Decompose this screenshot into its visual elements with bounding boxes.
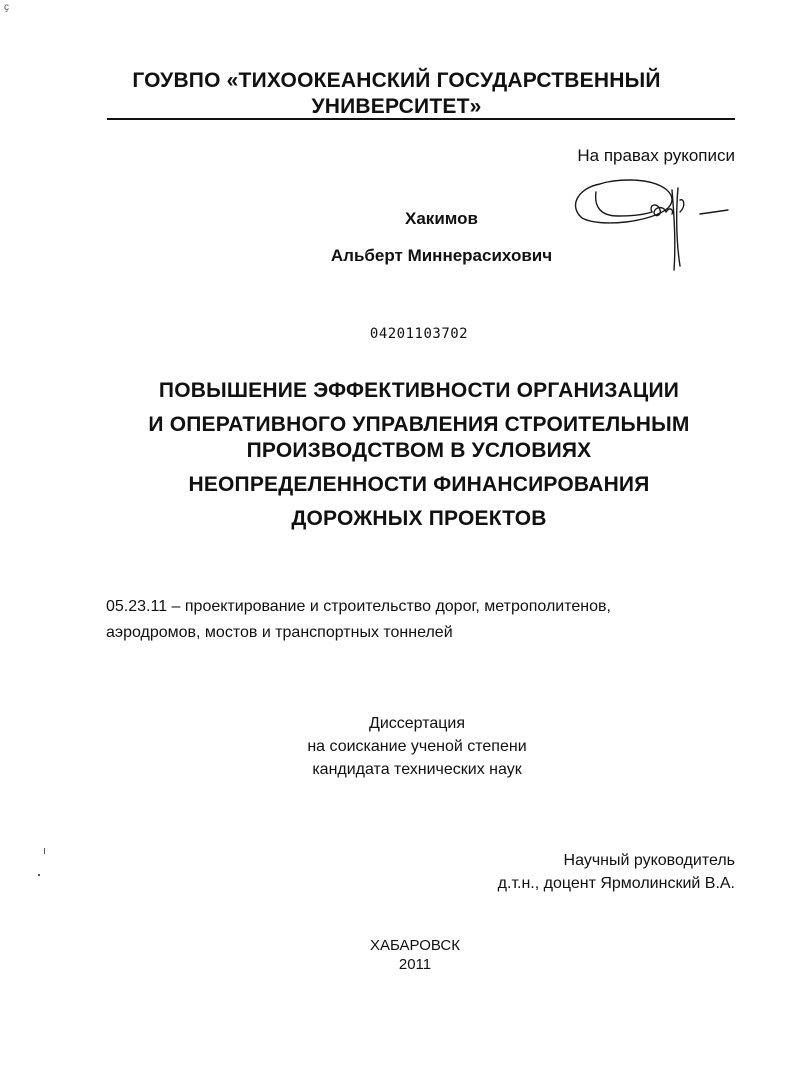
author-surname: Хакимов (405, 209, 478, 228)
title-line: ПОВЫШЕНИЕ ЭФФЕКТИВНОСТИ ОРГАНИЗАЦИИ (158, 379, 680, 402)
scan-mark: ҫ (4, 2, 9, 13)
rights-note: На правах рукописи (577, 146, 735, 165)
specialty (106, 594, 746, 646)
institution-line-1: ГОУВПО «ТИХООКЕАНСКИЙ ГОСУДАРСТВЕННЫЙ (132, 69, 661, 92)
title-line: ПРОИЗВОДСТВОМ В УСЛОВИЯХ (246, 439, 592, 462)
author-signature (560, 170, 740, 280)
degree-line-2: на соискание ученой степени (307, 738, 527, 755)
place-and-year (0, 936, 793, 974)
year: 2011 (398, 956, 432, 973)
catalog-code: 04201103702 (369, 326, 469, 342)
header-divider (107, 118, 735, 120)
specialty-line-2: аэродромов, мостов и транспортных тоннелей (106, 624, 453, 641)
title-line: НЕОПРЕДЕЛЕННОСТИ ФИНАНСИРОВАНИЯ (188, 473, 650, 496)
degree-line-1: Диссертация (368, 715, 466, 732)
city: ХАБАРОВСК (370, 937, 460, 954)
scan-mark-tick (44, 848, 45, 854)
institution-line-2: УНИВЕРСИТЕТ» (311, 95, 482, 118)
institution-name (0, 68, 793, 120)
degree-line-3: кандидата технических наук (312, 761, 522, 778)
title-line: ДОРОЖНЫХ ПРОЕКТОВ (291, 507, 547, 530)
supervisor-person: д.т.н., доцент Ярмолинский В.А. (497, 875, 735, 892)
degree-statement (0, 712, 793, 781)
specialty-line-1: 05.23.11 – проектирование и строительство дорог, метрополитенов, (106, 598, 611, 615)
dissertation-title (0, 374, 793, 536)
title-line: И ОПЕРАТИВНОГО УПРАВЛЕНИЯ СТРОИТЕЛЬНЫМ (148, 413, 690, 436)
supervisor (498, 849, 735, 895)
author-name-patronymic: Альберт Миннерасихович (330, 246, 553, 265)
supervisor-label: Научный руководитель (563, 852, 735, 869)
scan-mark-dot (38, 874, 40, 876)
